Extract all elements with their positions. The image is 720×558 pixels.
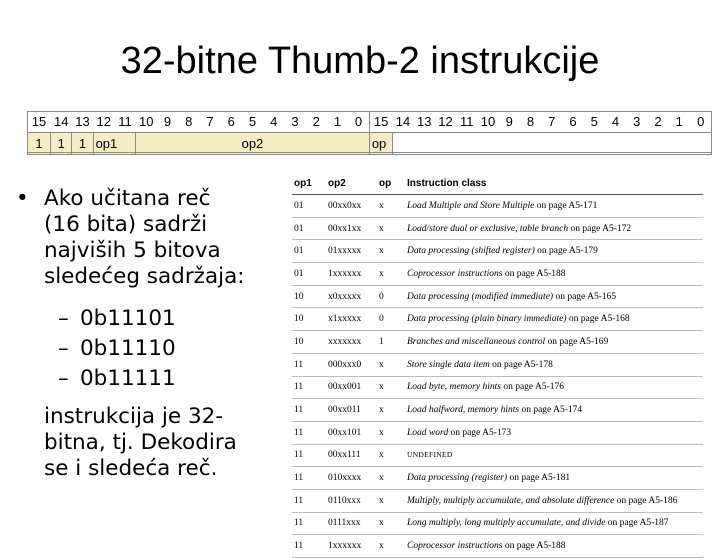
bit-number: 6 — [562, 111, 583, 133]
bit-number: 13 — [414, 111, 435, 133]
bit-number: 3 — [626, 111, 647, 133]
table-row — [292, 421, 703, 444]
cell-op: x — [377, 444, 405, 467]
bit-number: 1 — [669, 111, 690, 133]
cell-op: x — [377, 421, 405, 444]
op1-field: op1 — [93, 133, 136, 155]
header-op2: op2 — [326, 172, 377, 195]
table-row — [292, 195, 703, 218]
cell-op2: 1xxxxxx — [326, 263, 377, 286]
table-header-row — [292, 172, 703, 195]
cell-op: x — [377, 353, 405, 376]
sub-item-text: 0b11101 — [80, 306, 176, 331]
bit-number: 1 — [327, 111, 348, 133]
table-row — [292, 308, 703, 331]
page-reference: on page A5-165 — [555, 291, 617, 302]
cell-op2: x1xxxxx — [326, 308, 377, 331]
cell-op: x — [377, 467, 405, 490]
bit-number: 9 — [157, 111, 178, 133]
cell-instruction-class — [405, 353, 703, 376]
bit-number: 6 — [221, 111, 242, 133]
cell-op1: 11 — [292, 467, 326, 490]
cell-op1: 11 — [292, 353, 326, 376]
page-reference: on page A5-173 — [450, 427, 512, 438]
bullet-main — [16, 186, 276, 290]
instruction-class-name: Store single data item — [407, 359, 490, 370]
instruction-class-name: UNDEFINED — [407, 450, 453, 460]
bit-number-row — [28, 111, 712, 133]
table-row — [292, 331, 703, 354]
bit-number: 5 — [242, 111, 263, 133]
table-row — [292, 376, 703, 399]
header-op1: op1 — [292, 172, 326, 195]
cell-op2: 00xx011 — [326, 399, 377, 422]
cell-op: 1 — [377, 331, 405, 354]
instruction-class-name: Load Multiple and Store Multiple — [407, 200, 535, 211]
cell-op1: 01 — [292, 263, 326, 286]
page-reference: on page A5-186 — [616, 495, 678, 506]
cell-op1: 01 — [292, 195, 326, 218]
cell-op1: 01 — [292, 240, 326, 263]
cell-op: x — [377, 376, 405, 399]
cell-op1: 11 — [292, 399, 326, 422]
cell-op2: x0xxxxx — [326, 285, 377, 308]
instruction-class-table — [292, 172, 703, 558]
cell-instruction-class — [405, 421, 703, 444]
bit-number: 9 — [499, 111, 520, 133]
cell-op: x — [377, 489, 405, 512]
bullet-dot: • — [16, 186, 29, 211]
page-reference: on page A5-172 — [570, 223, 632, 234]
cell-op2: 00xx001 — [326, 376, 377, 399]
cell-op: x — [377, 263, 405, 286]
instruction-class-name: Coprocessor instructions — [407, 541, 503, 552]
cell-op: x — [377, 240, 405, 263]
instruction-class-name: Data processing (modified immediate) — [407, 291, 554, 302]
cell-op1: 10 — [292, 308, 326, 331]
bit-number: 12 — [93, 111, 114, 133]
continuation-line: instrukcija je 32- — [44, 404, 224, 429]
header-op: op — [377, 172, 405, 195]
cell-op2: 00xx111 — [326, 444, 377, 467]
table-row — [292, 444, 703, 467]
op-field: op — [369, 133, 392, 155]
instruction-class-name: Load/store dual or exclusive, table branch — [407, 223, 569, 234]
bullet-line: sledećeg sadržaja: — [44, 264, 245, 289]
cell-op: 0 — [377, 285, 405, 308]
bit-number: 15 — [28, 111, 51, 133]
page-reference: on page A5-178 — [492, 359, 553, 370]
cell-instruction-class — [405, 489, 703, 512]
page-reference: on page A5-181 — [509, 473, 571, 484]
sub-item-text: 0b11110 — [80, 336, 176, 361]
instruction-class-name: Multiply, multiply accumulate, and absolute difference — [407, 495, 615, 506]
cell-instruction-class — [405, 399, 703, 422]
bit14-value: 1 — [51, 133, 72, 155]
bitfield-diagram — [27, 111, 712, 155]
sub-item-text: 0b11111 — [80, 366, 176, 391]
cell-instruction-class — [405, 217, 703, 240]
cell-instruction-class — [405, 535, 703, 558]
page-reference: on page A5-187 — [607, 518, 669, 529]
bit-number: 2 — [306, 111, 327, 133]
cell-instruction-class — [405, 195, 703, 218]
cell-instruction-class — [405, 308, 703, 331]
bit-number: 15 — [369, 111, 392, 133]
table-row — [292, 399, 703, 422]
instruction-class-name: Data processing (register) — [407, 473, 508, 484]
cell-op: x — [377, 195, 405, 218]
page-reference: on page A5-168 — [568, 314, 630, 325]
bit-number: 7 — [541, 111, 562, 133]
table-row — [292, 467, 703, 490]
continuation-line: se i sledeća reč. — [44, 456, 218, 481]
cell-op1: 11 — [292, 535, 326, 558]
slide-title: 32-bitne Thumb-2 instrukcije — [120, 40, 600, 82]
cell-instruction-class — [405, 444, 703, 467]
page-reference: on page A5-171 — [536, 200, 598, 211]
page-reference: on page A5-176 — [503, 382, 564, 393]
cell-op1: 11 — [292, 376, 326, 399]
table-row — [292, 535, 703, 558]
cell-op1: 11 — [292, 444, 326, 467]
instruction-class-name: Load halfword, memory hints — [407, 405, 520, 416]
table-row — [292, 512, 703, 535]
table-row — [292, 217, 703, 240]
instruction-class-name: Load byte, memory hints — [407, 382, 501, 393]
bit-field-row — [28, 133, 712, 155]
bit-number: 11 — [114, 111, 135, 133]
bit15-value: 1 — [28, 133, 51, 155]
sub-list — [58, 304, 276, 394]
cell-op: 0 — [377, 308, 405, 331]
table-row — [292, 240, 703, 263]
bit-number: 14 — [51, 111, 72, 133]
instruction-class-name: Long multiply, long multiply accumulate, and divide — [407, 518, 606, 529]
bit-number: 13 — [72, 111, 93, 133]
page-reference: on page A5-188 — [504, 541, 566, 552]
bit13-value: 1 — [72, 133, 93, 155]
header-instruction-class: Instruction class — [405, 172, 703, 195]
lower-halfword-empty — [392, 133, 711, 155]
cell-op2: xxxxxxx — [326, 331, 377, 354]
cell-op1: 11 — [292, 489, 326, 512]
cell-op2: 01xxxxx — [326, 240, 377, 263]
page-reference: on page A5-179 — [537, 246, 598, 257]
cell-instruction-class — [405, 240, 703, 263]
bullet-text — [44, 186, 245, 290]
cell-op: x — [377, 217, 405, 240]
cell-op: x — [377, 535, 405, 558]
bit-number: 8 — [520, 111, 541, 133]
bit-number: 4 — [263, 111, 284, 133]
cell-op2: 0111xxx — [326, 512, 377, 535]
cell-op: x — [377, 512, 405, 535]
cell-op1: 11 — [292, 421, 326, 444]
bullet-line: najviših 5 bitova — [44, 238, 221, 263]
cell-instruction-class — [405, 376, 703, 399]
cell-op2: 00xx0xx — [326, 195, 377, 218]
bullet-line: Ako učitana reč — [44, 186, 211, 211]
page-reference: on page A5-188 — [504, 268, 566, 279]
cell-op2: 00xx1xx — [326, 217, 377, 240]
instruction-class-name: Coprocessor instructions — [407, 268, 503, 279]
instruction-class-name: Load word — [407, 427, 449, 438]
sub-item: – 0b11110 — [58, 334, 276, 364]
page-reference: on page A5-169 — [547, 336, 609, 347]
bit-number: 4 — [605, 111, 626, 133]
sub-item: – 0b11111 — [58, 364, 276, 394]
bullet-block — [16, 186, 276, 482]
bit-number: 14 — [392, 111, 413, 133]
instruction-class-name: Branches and miscellaneous control — [407, 336, 546, 347]
bit-number: 3 — [284, 111, 305, 133]
bit-number: 11 — [456, 111, 477, 133]
bit-number: 5 — [584, 111, 605, 133]
table-row — [292, 489, 703, 512]
cell-op1: 11 — [292, 512, 326, 535]
bit-number: 2 — [647, 111, 668, 133]
cell-op1: 01 — [292, 217, 326, 240]
instruction-class-name: Data processing (plain binary immediate) — [407, 314, 567, 325]
op2-field: op2 — [136, 133, 370, 155]
bit-number: 10 — [477, 111, 498, 133]
continuation-line: bitna, tj. Dekodira — [44, 430, 237, 455]
bit-number: 10 — [136, 111, 157, 133]
cell-instruction-class — [405, 331, 703, 354]
cell-op1: 10 — [292, 285, 326, 308]
cell-op2: 000xxx0 — [326, 353, 377, 376]
cell-instruction-class — [405, 467, 703, 490]
bullet-line: (16 bita) sadrži — [44, 212, 208, 237]
table-row — [292, 285, 703, 308]
cell-op: x — [377, 399, 405, 422]
cell-instruction-class — [405, 285, 703, 308]
bit-number: 12 — [435, 111, 456, 133]
cell-op2: 010xxxx — [326, 467, 377, 490]
cell-op2: 1xxxxxx — [326, 535, 377, 558]
cell-op2: 00xx101 — [326, 421, 377, 444]
bullet-continuation — [44, 404, 276, 482]
page-reference: on page A5-174 — [521, 405, 583, 416]
cell-instruction-class — [405, 512, 703, 535]
table-row — [292, 353, 703, 376]
instruction-class-name: Data processing (shifted register) — [407, 246, 535, 257]
table-row — [292, 263, 703, 286]
cell-instruction-class — [405, 263, 703, 286]
bit-number: 7 — [199, 111, 220, 133]
cell-op2: 0110xxx — [326, 489, 377, 512]
bit-number: 0 — [348, 111, 369, 133]
bit-number: 8 — [178, 111, 199, 133]
bit-number: 0 — [690, 111, 712, 133]
sub-item: – 0b11101 — [58, 304, 276, 334]
cell-op1: 10 — [292, 331, 326, 354]
